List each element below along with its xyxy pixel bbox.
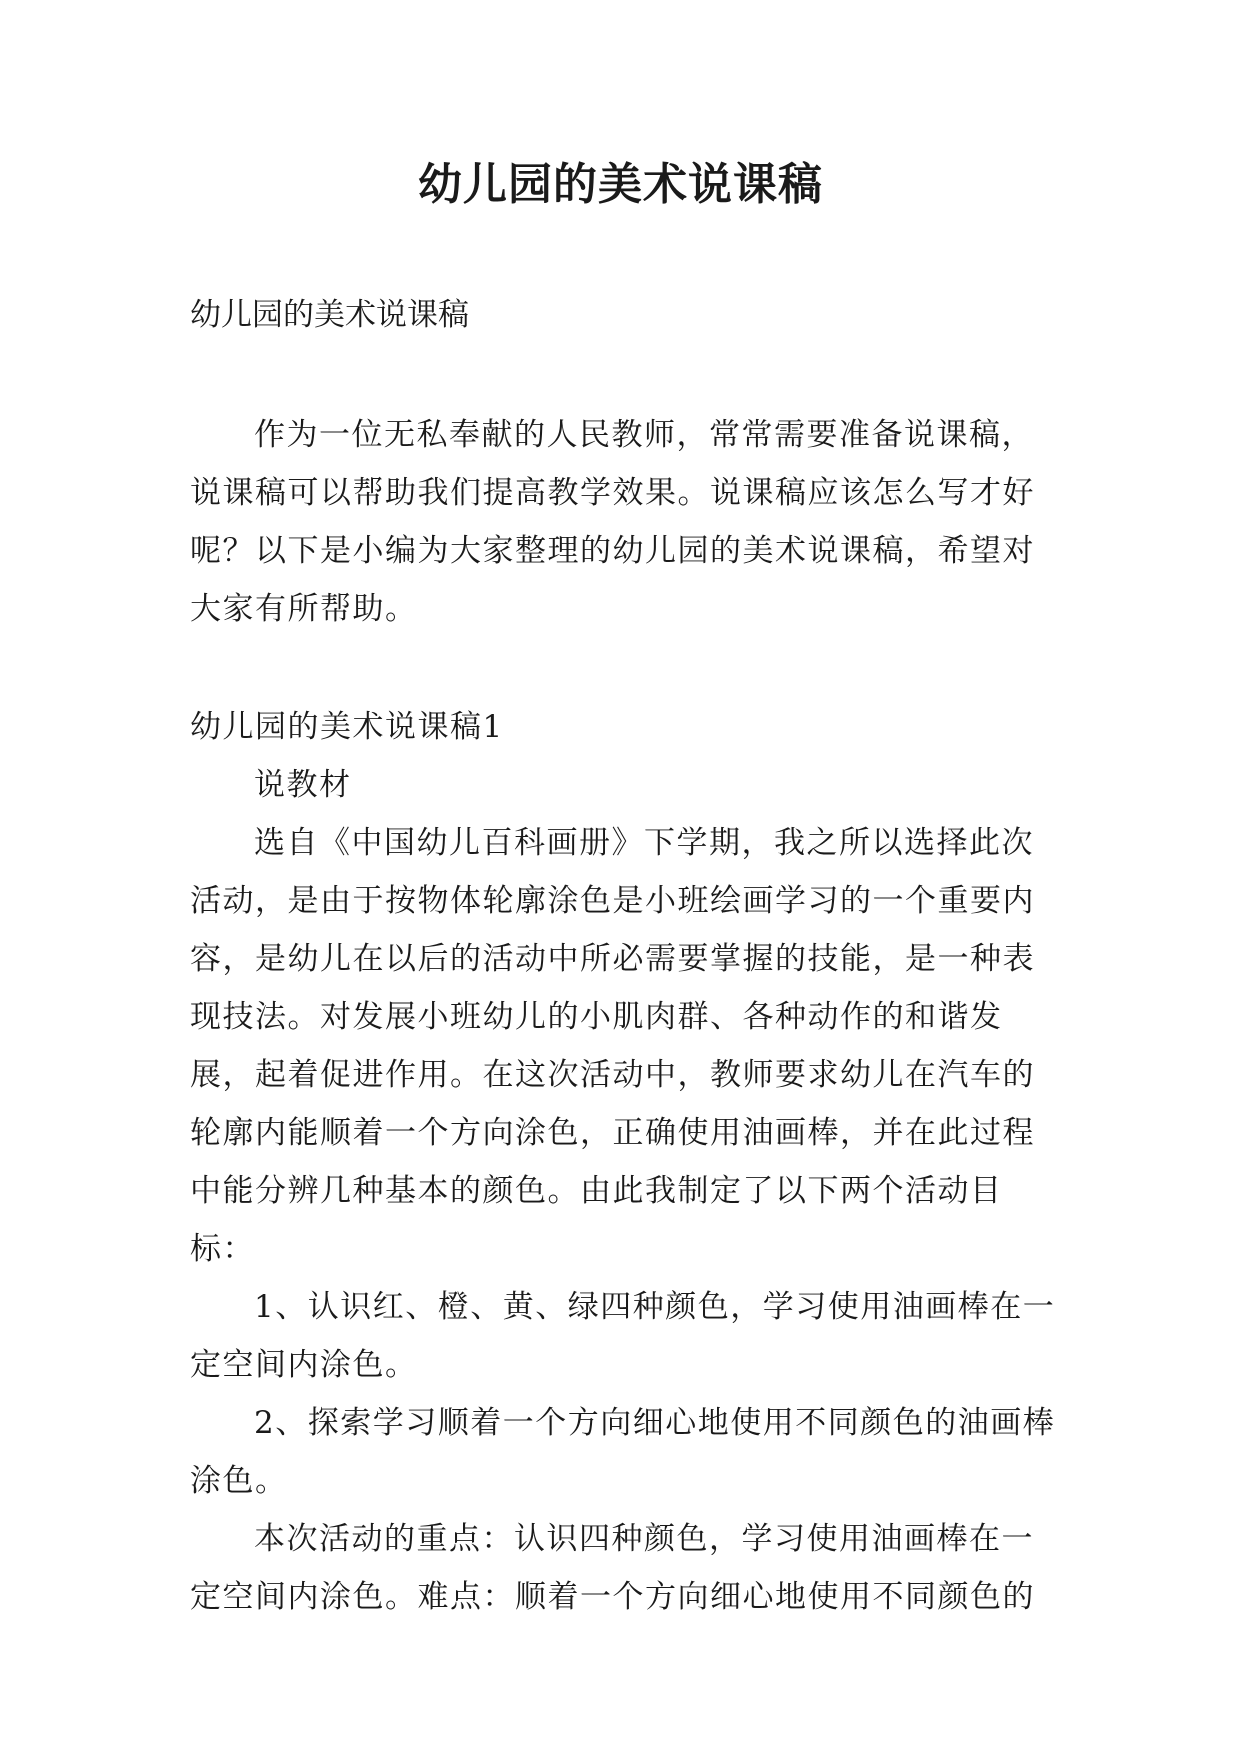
paragraph-goal-2: 2、探索学习顺着一个方向细心地使用不同颜色的油画棒涂色。	[190, 1405, 1056, 1499]
document-subtitle: 幼儿园的美术说课稿	[190, 297, 469, 333]
intro-block	[190, 406, 1060, 638]
document-title: 幼儿园的美术说课稿	[418, 159, 823, 210]
intro-paragraph: 作为一位无私奉献的人民教师，常常需要准备说课稿，说课稿可以帮助我们提高教学效果。说课稿应该怎么写才好呢？以下是小编为大家整理的幼儿园的美术说课稿，希望对大家有所帮助。	[190, 417, 1035, 627]
paragraph-goal-1: 1、认识红、橙、黄、绿四种颜色，学习使用油画棒在一定空间内涂色。	[190, 1289, 1056, 1383]
paragraph-key-points: 本次活动的重点：认识四种颜色，学习使用油画棒在一定空间内涂色。难点：顺着一个方向细心地使用不同颜色的	[190, 1521, 1035, 1615]
section-block	[190, 698, 1060, 1626]
paragraph-shuo-jiaocai: 说教材	[254, 767, 352, 803]
paragraph-material: 选自《中国幼儿百科画册》下学期，我之所以选择此次活动，是由于按物体轮廓涂色是小班绘画学习的一个重要内容，是幼儿在以后的活动中所必需要掌握的技能，是一种表现技法。对发展小班幼儿的小肌肉群、各种动作的和谐发展，起着促进作用。在这次活动中，教师要求幼儿在汽车的轮廓内能顺着一个方向涂色，正确使用油画棒，并在此过程中能分辨几种基本的颜色。由此我制定了以下两个活动目标：	[190, 825, 1035, 1267]
section-heading: 幼儿园的美术说课稿1	[190, 709, 504, 745]
